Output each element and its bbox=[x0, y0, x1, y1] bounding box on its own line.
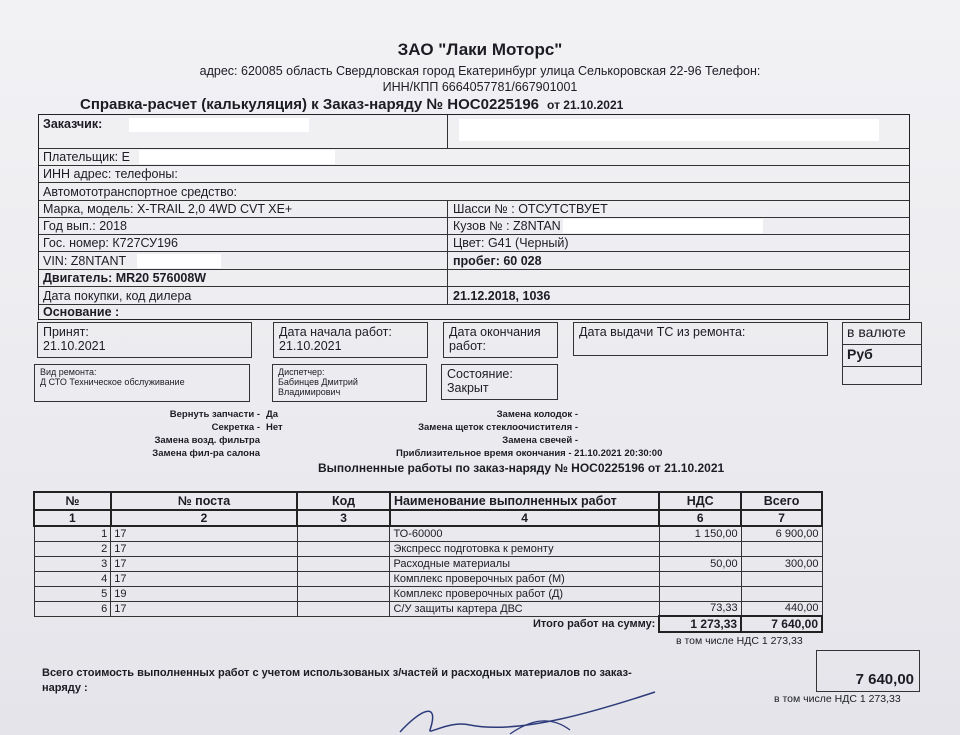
grand-total-value: 7 640,00 bbox=[855, 671, 914, 688]
row-name: Экспресс подготовка к ремонту bbox=[390, 541, 659, 556]
col-name-header: Наименование выполненных работ bbox=[390, 492, 659, 510]
eta-label: Приблизительное время окончания - 21.10.2021 20:30:00 bbox=[396, 448, 663, 459]
customer-row bbox=[39, 115, 909, 149]
issue-date-box bbox=[573, 322, 828, 356]
dispatcher-box bbox=[272, 364, 427, 402]
engine-number: Двигатель: MR20 576008W bbox=[43, 271, 207, 285]
end-date-box bbox=[443, 322, 558, 358]
cabin-filter-label: Замена фил-ра салона bbox=[152, 448, 260, 459]
document-title bbox=[80, 96, 623, 113]
company-address: адрес: 620085 область Свердловская город Екатеринбург улица Селькоровская 22-96 Телефон: bbox=[199, 64, 761, 78]
row-code bbox=[297, 556, 390, 571]
vehicle-info-grid bbox=[38, 114, 910, 320]
start-date-box bbox=[273, 322, 428, 358]
table-row bbox=[34, 541, 822, 556]
secret-label: Секретка - bbox=[211, 422, 260, 433]
purchase-label: Дата покупки, код дилера bbox=[43, 289, 192, 303]
col-post-header: № поста bbox=[111, 492, 297, 510]
customer-label: Заказчик: bbox=[43, 117, 103, 131]
currency-value: Руб bbox=[843, 345, 921, 367]
return-parts-label: Вернуть запчасти - bbox=[169, 409, 260, 420]
grand-total-incl-vat: в том числе НДС 1 273,33 bbox=[774, 693, 901, 705]
total-incl-vat: в том числе НДС 1 273,33 bbox=[676, 635, 803, 647]
inn-address-phones: ИНН адрес: телефоны: bbox=[43, 167, 178, 181]
col-code-header: Код bbox=[297, 492, 390, 510]
divider bbox=[447, 115, 448, 149]
summary-text: Всего стоимость выполненных работ с учетом использованых з/частей и расходных материалов по заказ-наряду : bbox=[42, 667, 632, 694]
row-code bbox=[297, 571, 390, 586]
state-value: Закрыт bbox=[447, 381, 489, 395]
table-row bbox=[34, 526, 822, 541]
vehicle-model: Марка, модель: X-TRAIL 2,0 4WD CVT XE+ bbox=[43, 202, 293, 216]
table-row bbox=[34, 601, 822, 616]
row-number: 3 bbox=[34, 556, 111, 571]
model-row bbox=[39, 201, 909, 218]
engine-row bbox=[39, 270, 909, 287]
redacted-body bbox=[563, 219, 763, 233]
plugs-label: Замена свечей - bbox=[502, 435, 578, 446]
total-sum: 7 640,00 bbox=[741, 616, 822, 632]
vehicle-label: Автомототранспортное средство: bbox=[43, 185, 238, 199]
currency-label: в валюте bbox=[843, 323, 921, 345]
total-label: Итого работ на сумму: bbox=[532, 618, 656, 631]
company-name: ЗАО "Лаки Моторс" bbox=[397, 40, 563, 59]
vehicle-year: Год вып.: 2018 bbox=[43, 219, 127, 233]
row-vat: 73,33 bbox=[659, 601, 741, 616]
issue-date-label: Дата выдачи ТС из ремонта: bbox=[579, 325, 746, 339]
purchase-row bbox=[39, 287, 909, 305]
wipers-label: Замена щеток стеклоочистителя - bbox=[418, 422, 578, 433]
col-number-header: № bbox=[34, 492, 111, 510]
row-name: Расходные материалы bbox=[390, 556, 659, 571]
document-title-date: от 21.10.2021 bbox=[547, 98, 624, 112]
redacted-vin bbox=[137, 254, 221, 268]
grand-total-box bbox=[816, 650, 920, 692]
colnum: 4 bbox=[390, 510, 659, 526]
year-row bbox=[39, 218, 909, 235]
basis-row bbox=[39, 305, 909, 319]
row-post: 17 bbox=[111, 526, 297, 541]
table-row bbox=[34, 556, 822, 571]
total-row bbox=[34, 616, 822, 632]
colnum: 7 bbox=[741, 510, 822, 526]
payer-label: Плательщик: Е bbox=[43, 150, 130, 164]
accepted-label: Принят: bbox=[43, 325, 89, 339]
accepted-box bbox=[37, 322, 252, 358]
row-code bbox=[297, 586, 390, 601]
row-name: С/У защиты картера ДВС bbox=[390, 601, 659, 616]
row-name: ТО-60000 bbox=[390, 526, 659, 541]
inn-row bbox=[39, 166, 909, 183]
row-number: 6 bbox=[34, 601, 111, 616]
works-colnum-row bbox=[34, 510, 822, 526]
signature-icon bbox=[380, 690, 680, 735]
works-table bbox=[33, 491, 823, 633]
row-total bbox=[741, 541, 822, 556]
row-total: 6 900,00 bbox=[741, 526, 822, 541]
redacted-customer bbox=[129, 118, 309, 132]
start-date-value: 21.10.2021 bbox=[279, 339, 342, 353]
col-vat-header: НДС bbox=[659, 492, 741, 510]
redacted-payer bbox=[139, 150, 335, 164]
row-code bbox=[297, 526, 390, 541]
start-date-label: Дата начала работ: bbox=[279, 325, 392, 339]
row-number: 1 bbox=[34, 526, 111, 541]
row-number: 4 bbox=[34, 571, 111, 586]
vehicle-mileage: пробег: 60 028 bbox=[453, 254, 542, 268]
document-title-text: Справка-расчет (калькуляция) к Заказ-наряду № НОС0225196 bbox=[80, 96, 540, 113]
row-post: 19 bbox=[111, 586, 297, 601]
row-vat bbox=[659, 571, 741, 586]
repair-type-label: Вид ремонта: bbox=[40, 367, 97, 377]
row-total bbox=[741, 571, 822, 586]
state-label: Состояние: bbox=[447, 367, 513, 381]
row-number: 5 bbox=[34, 586, 111, 601]
row-vat bbox=[659, 586, 741, 601]
works-header-row bbox=[34, 492, 822, 510]
row-post: 17 bbox=[111, 571, 297, 586]
row-vat: 50,00 bbox=[659, 556, 741, 571]
works-title: Выполненные работы по заказ-наряду № НОС0225196 от 21.10.2021 bbox=[318, 461, 725, 475]
vin-number: VIN: Z8NTANT bbox=[43, 254, 127, 268]
row-number: 2 bbox=[34, 541, 111, 556]
vin-row bbox=[39, 252, 909, 270]
pads-label: Замена колодок - bbox=[496, 409, 578, 420]
row-name: Комплекс проверочных работ (М) bbox=[390, 571, 659, 586]
redacted-address bbox=[459, 119, 879, 141]
col-total-header: Всего bbox=[741, 492, 822, 510]
colnum: 6 bbox=[659, 510, 741, 526]
divider bbox=[447, 201, 448, 305]
row-code bbox=[297, 601, 390, 616]
dispatcher-value: Бабинцев Дмитрий Владимирович bbox=[278, 377, 358, 397]
accepted-value: 21.10.2021 bbox=[43, 339, 106, 353]
plate-row bbox=[39, 235, 909, 252]
repair-type-box bbox=[34, 364, 250, 402]
row-total bbox=[741, 586, 822, 601]
total-vat: 1 273,33 bbox=[659, 616, 741, 632]
row-post: 17 bbox=[111, 601, 297, 616]
purchase-value: 21.12.2018, 1036 bbox=[453, 289, 551, 303]
state-box bbox=[441, 364, 558, 400]
vehicle-row bbox=[39, 183, 909, 201]
row-total: 440,00 bbox=[741, 601, 822, 616]
dispatcher-label: Диспетчер: bbox=[278, 367, 325, 377]
table-row bbox=[34, 571, 822, 586]
row-post: 17 bbox=[111, 556, 297, 571]
row-name: Комплекс проверочных работ (Д) bbox=[390, 586, 659, 601]
colnum: 1 bbox=[34, 510, 111, 526]
return-parts-value: Да bbox=[266, 409, 279, 420]
payer-row bbox=[39, 149, 909, 166]
end-date-label: Дата окончания работ: bbox=[449, 325, 541, 353]
currency-box bbox=[842, 322, 922, 385]
air-filter-label: Замена возд. фильтра bbox=[154, 435, 260, 446]
secret-value: Нет bbox=[266, 422, 283, 433]
body-number: Кузов № : Z8NTAN bbox=[453, 219, 561, 233]
vehicle-color: Цвет: G41 (Черный) bbox=[453, 236, 569, 250]
row-code bbox=[297, 541, 390, 556]
row-vat: 1 150,00 bbox=[659, 526, 741, 541]
company-inn-kpp: ИНН/КПП 6664057781/667901001 bbox=[382, 80, 578, 94]
license-plate: Гос. номер: К727СУ196 bbox=[43, 236, 178, 250]
row-total: 300,00 bbox=[741, 556, 822, 571]
colnum: 3 bbox=[297, 510, 390, 526]
row-post: 17 bbox=[111, 541, 297, 556]
colnum: 2 bbox=[111, 510, 297, 526]
row-vat bbox=[659, 541, 741, 556]
table-row bbox=[34, 586, 822, 601]
basis-label: Основание : bbox=[43, 305, 120, 319]
chassis-number: Шасси № : ОТСУТСТВУЕТ bbox=[453, 202, 608, 216]
repair-type-value: Д СТО Техническое обслуживание bbox=[40, 377, 185, 387]
